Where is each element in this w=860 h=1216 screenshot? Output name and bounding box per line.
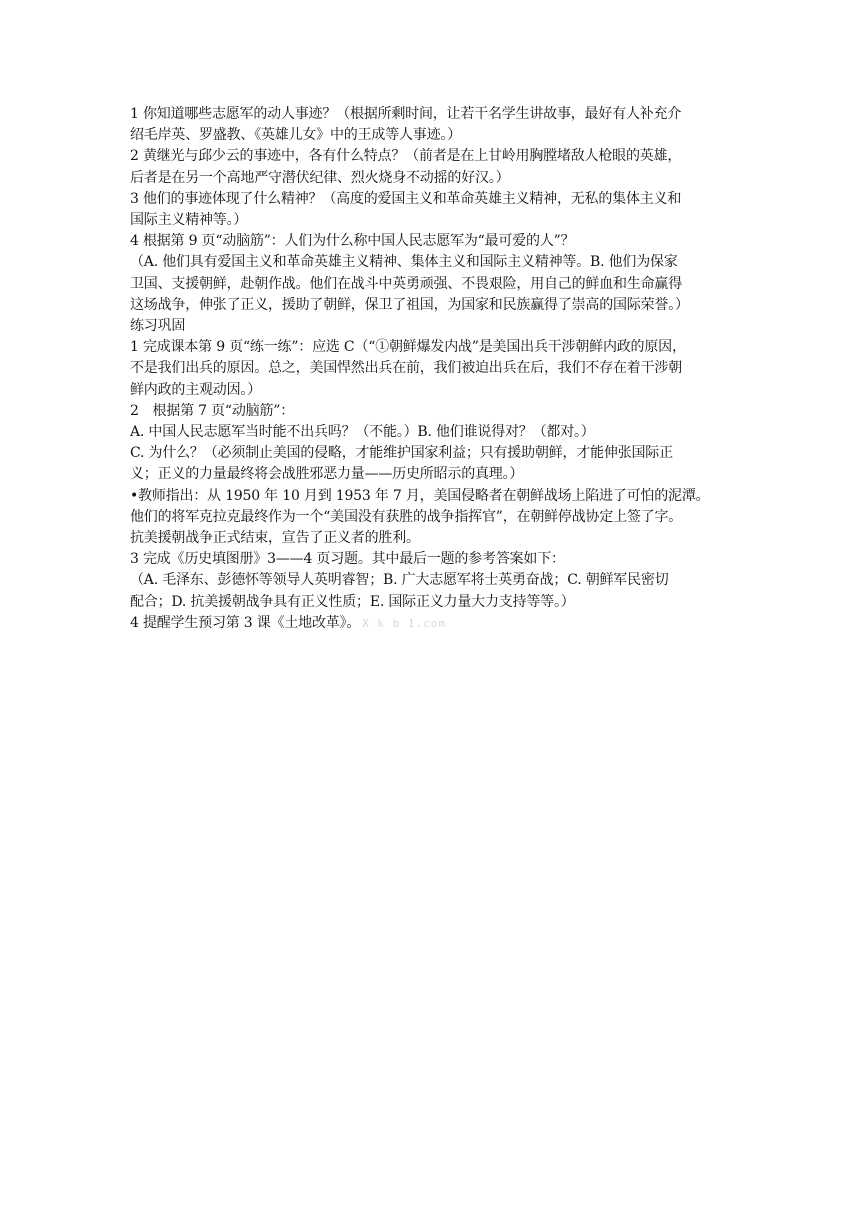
text-line: 这场战争，伸张了正义，援助了朝鲜，保卫了祖国，为国家和民族赢得了崇高的国际荣誉。） [130, 296, 689, 313]
text-line: 1 完成课本第 9 页“练一练”：应选 C（“①朝鲜爆发内战”是美国出兵干涉朝鲜内政的原因， [130, 339, 686, 356]
text-line: 3 他们的事迹体现了什么精神？（高度的爱国主义和革命英雄主义精神，无私的集体主义和 [130, 190, 682, 207]
text-line: （A. 他们具有爱国主义和革命英雄主义精神、集体主义和国际主义精神等。B. 他们为保家 [130, 254, 678, 271]
text-line: 2 黄继光与邱少云的事迹中，各有什么特点？（前者是在上甘岭用胸膛堵敌人枪眼的英雄， [130, 148, 682, 165]
text-line: 卫国、支援朝鲜，赴朝作战。他们在战斗中英勇顽强、不畏艰险，用自己的鲜血和生命赢得 [130, 275, 682, 292]
text-line: C. 为什么？（必须制止美国的侵略，才能维护国家利益；只有援助朝鲜，才能伸张国际正 [130, 445, 673, 462]
text-line: 他们的将军克拉克最终作为一个“美国没有获胜的战争指挥官”，在朝鲜停战协定上签了字。 [130, 508, 683, 525]
text-line: 2 根据第 7 页“动脑筋”： [130, 402, 295, 419]
watermark: X k b 1.com [362, 616, 447, 630]
last-line [130, 613, 732, 634]
text-line: （A. 毛泽东、彭德怀等领导人英明睿智；B. 广大志愿军将士英勇奋战；C. 朝鲜军民密切 [130, 572, 669, 589]
text-line: •教师指出：从 1950 年 10 月到 1953 年 7 月，美国侵略者在朝鲜战场上陷进了可怕的泥潭。 [130, 487, 710, 504]
text-line: 国际主义精神等。） [130, 212, 248, 229]
section-heading: 练习巩固 [130, 318, 186, 335]
text-line: 不是我们出兵的原因。总之，美国悍然出兵在前，我们被迫出兵在后，我们不存在着干涉朝 [130, 360, 682, 377]
text-line: 4 提醒学生预习第 3 课《土地改革》。 [130, 614, 361, 631]
text-line: 义；正义的力量最终将会战胜邪恶力量——历史所昭示的真理。） [130, 466, 524, 483]
text-line: A. 中国人民志愿军当时能不出兵吗？（不能。）B. 他们谁说得对？（都对。） [130, 424, 595, 441]
text-line: 绍毛岸英、罗盛教、《英雄儿女》中的王成等人事迹。） [130, 127, 461, 144]
text-line: 后者是在另一个高地严守潜伏纪律、烈火烧身不动摇的好汉。） [130, 169, 510, 186]
text-line: 配合；D. 抗美援朝战争具有正义性质；E. 国际正义力量大力支持等等。） [130, 593, 575, 610]
text-line: 4 根据第 9 页“动脑筋”：人们为什么称中国人民志愿军为“最可爱的人”？ [130, 233, 575, 250]
text-line: 3 完成《历史填图册》3——4 页习题。其中最后一题的参考答案如下： [130, 551, 565, 568]
text-line: 鲜内政的主观动因。） [130, 381, 261, 398]
document-body [130, 104, 732, 634]
text-line: 1 你知道哪些志愿军的动人事迹？（根据所剩时间，让若干名学生讲故事，最好有人补充介 [130, 106, 682, 122]
text-line: 抗美援朝战争正式结束，宣告了正义者的胜利。 [130, 530, 420, 547]
